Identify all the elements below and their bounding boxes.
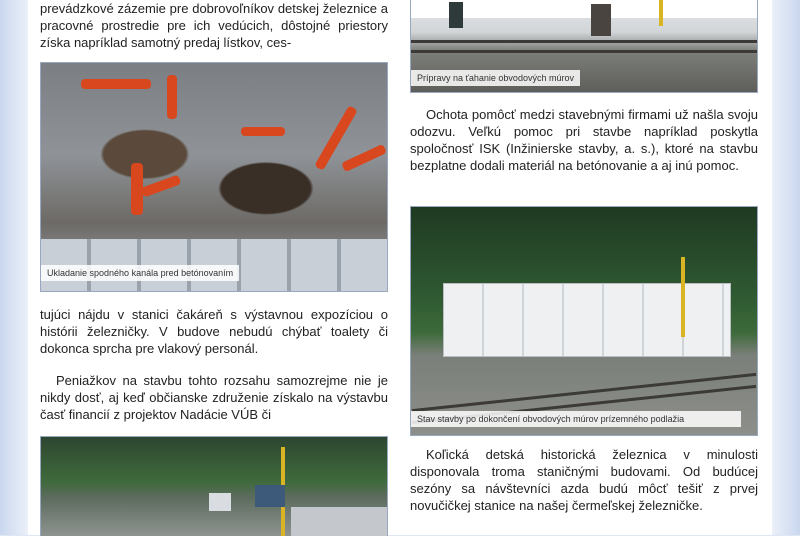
walls-photo	[410, 206, 758, 436]
right-paragraph-bottom: Koľická detská historická železnica v minulosti disponovala troma staničnými budovami. Od budúcej sezóny sa návštevníci azda budú môcť tešiť z prvej novučičkej stanice na našej čermeľskej železničke.	[410, 447, 758, 513]
construction-photo	[40, 62, 388, 292]
right-paragraph-top: Ochota pomôcť medzi stavebnými firmami už našla svoju odozvu. Veľkú pomoc pri stavbe napríklad poskytla spoločnosť ISK (Inžinierske stavby, a. s.), ktoré na stavbu bezplatne dodali materiál na betónovanie a aj inú pomoc.	[410, 107, 758, 173]
rail-preparation-caption: Prípravy na ťahanie obvodových múrov	[411, 70, 580, 86]
rail-preparation-photo	[410, 0, 758, 93]
walls-photo-caption: Stav stavby po dokončení obvodových múrov prízemného podlažia	[411, 411, 741, 427]
document-page	[28, 0, 772, 535]
left-paragraph-top: prevádzkové zázemie pre dobrovoľníkov detskej železnice a pracovné prostredie pre ich vedúcich, dôstojné priestory získa napríklad samotný predaj lístkov, ces-	[40, 1, 388, 50]
left-paragraph-middle: tujúci nájdu v stanici čakáreň s výstavnou expozíciou o histórii železničky. V budove nebudú chýbať toalety či dokonca sprcha pre vlakový personál.	[40, 307, 388, 356]
construction-photo-caption: Ukladanie spodného kanála pred betónovaním	[41, 265, 239, 281]
left-paragraph-bottom: Peniažkov na stavbu tohto rozsahu samozrejme nie je nikdy dosť, aj keď občianske združenie získalo na výstavbu časť financií z projektov Nadácie VÚB či	[40, 373, 388, 422]
station-photo	[40, 436, 388, 536]
